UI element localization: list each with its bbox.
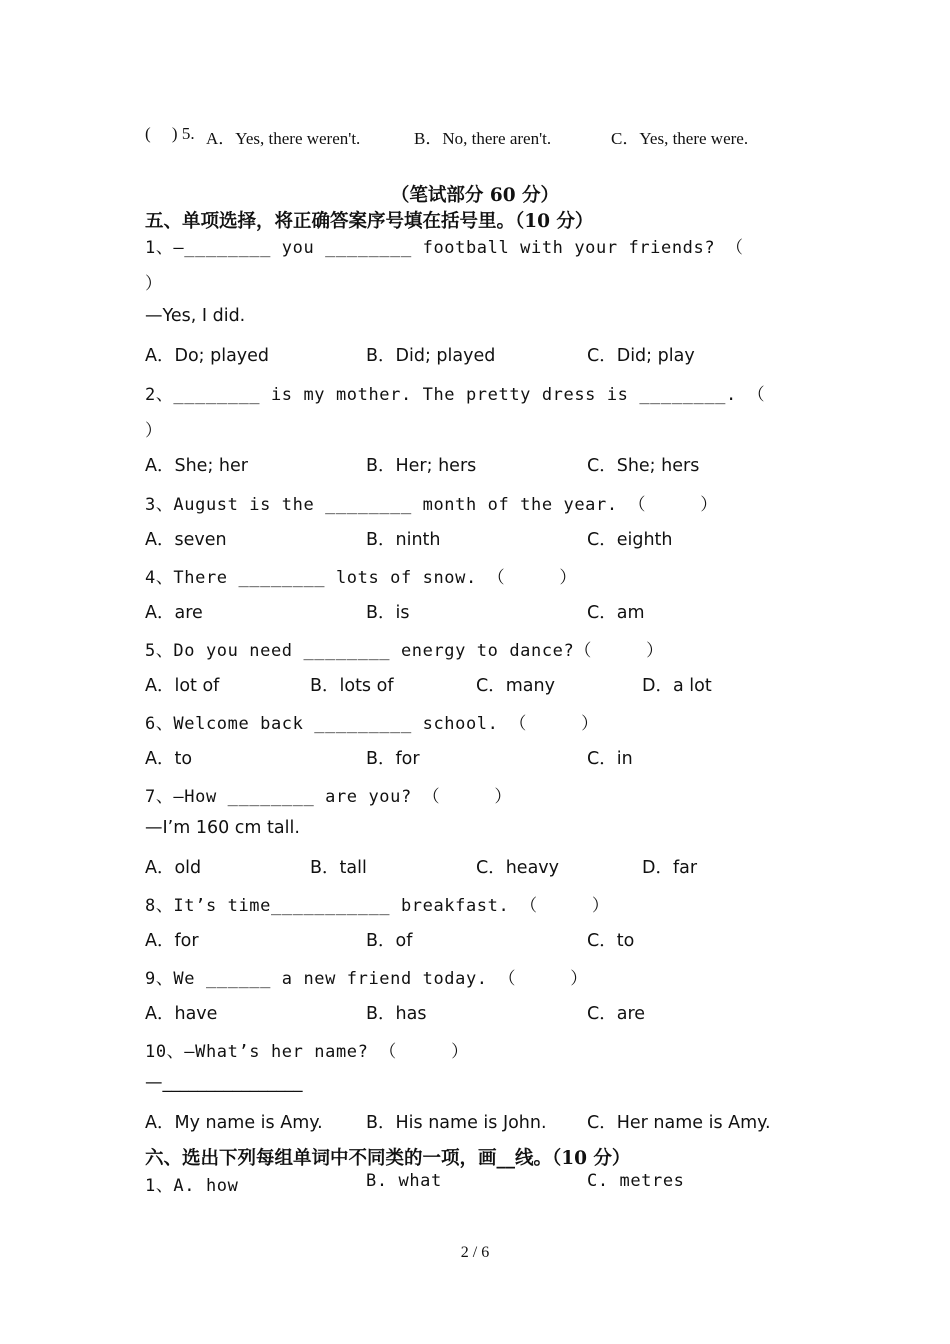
- written-part-title: （笔试部分 60 分）: [390, 185, 560, 206]
- q6-option-b: B．for: [366, 749, 420, 769]
- s6-q1-stem: 1、A. how: [145, 1176, 239, 1196]
- q9-option-b: B．has: [366, 1004, 427, 1024]
- section6-title: 六、选出下列每组单词中不同类的一项，画__线。（10 分）: [145, 1148, 631, 1169]
- q6-stem: 6、Welcome back _________ school. （ ）: [145, 714, 599, 734]
- question-prefix: ( ) 5.: [145, 124, 195, 143]
- q10-option-c: C．Her name is Amy.: [587, 1113, 771, 1133]
- q5-option-b: B．lots of: [310, 676, 394, 696]
- q10-option-b: B．His name is John.: [366, 1113, 547, 1133]
- q1-option-c: C．Did; play: [587, 346, 695, 366]
- q1-option-a: A．Do; played: [145, 346, 270, 366]
- q1-stem-cont: ）: [145, 274, 163, 294]
- q10-reply: —________________: [145, 1073, 303, 1093]
- q9-option-a: A．have: [145, 1004, 218, 1024]
- s6-q1-option-b: B. what: [366, 1171, 442, 1191]
- q2-option-c: C．She; hers: [587, 456, 700, 476]
- q2-option-b: B．Her; hers: [366, 456, 477, 476]
- q10-option-a: A．My name is Amy.: [145, 1113, 323, 1133]
- q3-option-c: C．eighth: [587, 530, 673, 550]
- q4-stem: 4、There ________ lots of snow. （ ）: [145, 568, 578, 588]
- q5-option-a: A．lot of: [145, 676, 220, 696]
- q5-option-c: C．many: [476, 676, 555, 696]
- q5-stem: 5、Do you need ________ energy to dance?（ ）: [145, 641, 664, 661]
- q8-option-c: C．to: [587, 931, 635, 951]
- q7-option-a: A．old: [145, 858, 202, 878]
- q3-option-b: B．ninth: [366, 530, 441, 550]
- q5-option-d: D．a lot: [642, 676, 712, 696]
- option-a: A．Yes, there weren't.: [206, 129, 361, 148]
- q7-reply: —I’m 160 cm tall.: [145, 818, 300, 838]
- q10-stem: 10、—What’s her name? （ ）: [145, 1042, 469, 1062]
- s6-q1-option-c: C. metres: [587, 1171, 685, 1191]
- q7-stem: 7、—How ________ are you? （ ）: [145, 787, 513, 807]
- q8-option-b: B．of: [366, 931, 413, 951]
- q2-option-a: A．She; her: [145, 456, 248, 476]
- page-number: 2 / 6: [460, 1244, 490, 1261]
- section5-title: 五、单项选择，将正确答案序号填在括号里。（10 分）: [145, 211, 594, 232]
- q8-stem: 8、It’s time___________ breakfast. （ ）: [145, 896, 610, 916]
- q3-option-a: A．seven: [145, 530, 227, 550]
- q4-option-b: B．is: [366, 603, 410, 623]
- q9-stem: 9、We ______ a new friend today. （ ）: [145, 969, 588, 989]
- q7-option-d: D．far: [642, 858, 698, 878]
- q8-option-a: A．for: [145, 931, 199, 951]
- option-c: C．Yes, there were.: [611, 129, 749, 148]
- q2-stem: 2、________ is my mother. The pretty dress is ________. （: [145, 385, 766, 405]
- q7-option-c: C．heavy: [476, 858, 560, 878]
- q2-stem-cont: ）: [145, 421, 163, 441]
- q1-option-b: B．Did; played: [366, 346, 496, 366]
- q9-option-c: C．are: [587, 1004, 646, 1024]
- q4-option-c: C．am: [587, 603, 645, 623]
- q3-stem: 3、August is the ________ month of the year. （ ）: [145, 495, 718, 515]
- q6-option-c: C．in: [587, 749, 633, 769]
- option-b: B．No, there aren't.: [414, 129, 552, 148]
- q1-stem: 1、—________ you ________ football with your friends? （: [145, 238, 744, 258]
- q7-option-b: B．tall: [310, 858, 367, 878]
- q4-option-a: A．are: [145, 603, 203, 623]
- q6-option-a: A．to: [145, 749, 193, 769]
- q1-reply: —Yes, I did.: [145, 306, 246, 326]
